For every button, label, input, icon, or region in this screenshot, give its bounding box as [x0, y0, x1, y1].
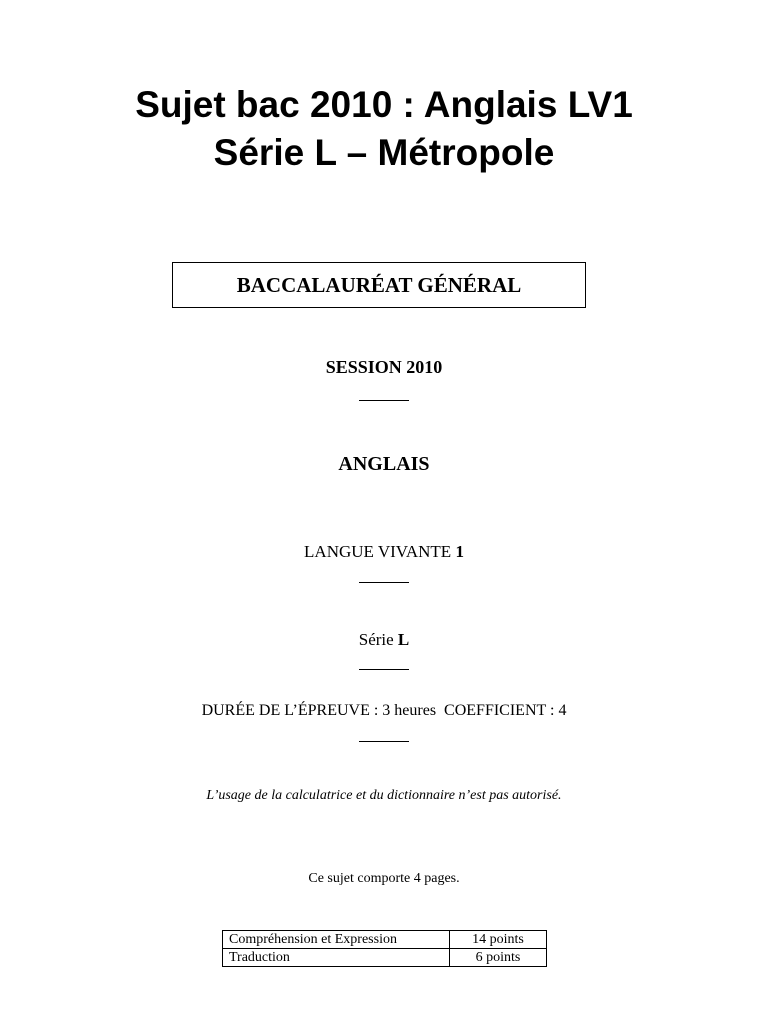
serie-label: Série [358, 630, 398, 649]
scoring-points: 6 points [450, 949, 547, 967]
separator-rule [359, 669, 409, 670]
document-title-line-1: Sujet bac 2010 : Anglais LV1 [135, 84, 633, 125]
separator-rule [359, 741, 409, 742]
exam-name: BACCALAURÉAT GÉNÉRAL [236, 272, 522, 297]
serie-line [0, 630, 768, 650]
scoring-points: 14 points [450, 931, 547, 949]
table-row [223, 949, 547, 967]
usage-note: L’usage de la calculatrice et du dictionnaire n’est pas autorisé. [206, 788, 562, 803]
session-label: SESSION 2010 [325, 357, 443, 377]
separator-rule [359, 582, 409, 583]
subject-label: ANGLAIS [338, 453, 430, 475]
exam-name-box [172, 262, 586, 308]
table-row [223, 931, 547, 949]
separator-rule [359, 400, 409, 401]
langue-vivante-number: 1 [455, 542, 464, 561]
scoring-part: Compréhension et Expression [223, 931, 450, 949]
langue-vivante-line [0, 542, 768, 562]
serie-value: L [397, 630, 410, 649]
document-title-line-2: Série L – Métropole [213, 132, 555, 173]
page-count-note: Ce sujet comporte 4 pages. [308, 871, 460, 886]
duration-coefficient-line: DURÉE DE L’ÉPREUVE : 3 heures COEFFICIENT : 4 [201, 702, 567, 719]
scoring-table [222, 930, 547, 967]
scoring-part: Traduction [223, 949, 450, 967]
langue-vivante-label: LANGUE VIVANTE [304, 542, 456, 561]
